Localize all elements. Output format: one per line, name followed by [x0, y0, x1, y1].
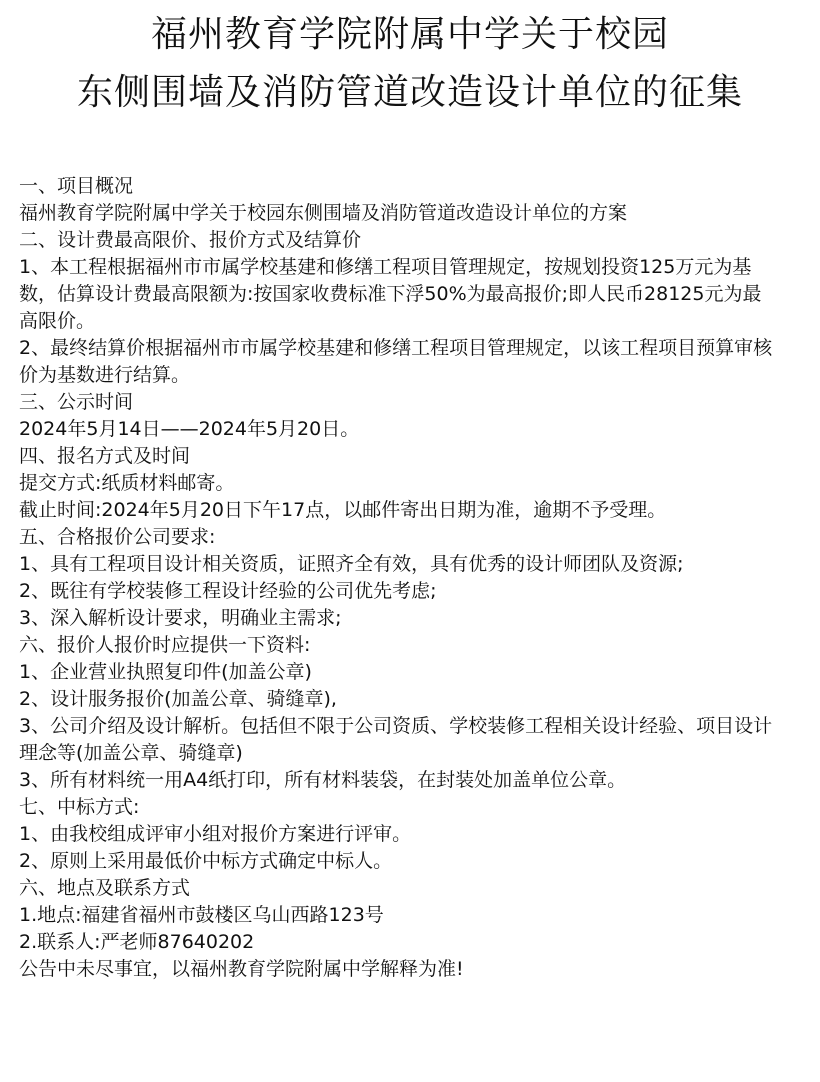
paragraph: 福州教育学院附属中学关于校园东侧围墙及消防管道改造设计单位的方案: [19, 202, 628, 224]
paragraph: 3、深入解析设计要求，明确业主需求;: [19, 607, 342, 629]
section-heading: 六、地点及联系方式: [19, 877, 191, 899]
section-heading: 七、中标方式:: [19, 796, 140, 818]
paragraph: 1、本工程根据福州市市属学校基建和修缮工程项目管理规定，按规划投资125万元为基数，估算设计费最高限额为:按国家收费标准下浮50%为最高报价;即人民币28125元为最高限价。: [19, 256, 762, 332]
document-body: [19, 173, 779, 983]
paragraph: 公告中未尽事宜，以福州教育学院附属中学解释为准!: [19, 958, 464, 980]
paragraph: 3、公司介绍及设计解析。包括但不限于公司资质、学校装修工程相关设计经验、项目设计理念等(加盖公章、骑缝章): [19, 715, 773, 764]
paragraph: 3、所有材料统一用A4纸打印，所有材料装袋，在封装处加盖单位公章。: [19, 769, 627, 791]
section-heading: 一、项目概况: [19, 175, 134, 197]
paragraph: 1.地点:福建省福州市鼓楼区乌山西路123号: [19, 904, 384, 926]
section-heading: 三、公示时间: [19, 391, 134, 413]
section-heading: 四、报名方式及时间: [19, 445, 191, 467]
paragraph: 2、设计服务报价(加盖公章、骑缝章),: [19, 688, 337, 710]
paragraph: 2、最终结算价根据福州市市属学校基建和修缮工程项目管理规定，以该工程项目预算审核价为基数进行结算。: [19, 337, 773, 386]
paragraph: 1、具有工程项目设计相关资质，证照齐全有效，具有优秀的设计师团队及资源;: [19, 553, 684, 575]
paragraph: 1、企业营业执照复印件(加盖公章): [19, 661, 312, 683]
paragraph: 提交方式:纸质材料邮寄。: [19, 472, 235, 494]
title-line-2: 东侧围墙及消防管道改造设计单位的征集: [76, 72, 743, 113]
paragraph: 2.联系人:严老师87640202: [19, 931, 255, 953]
paragraph: 1、由我校组成评审小组对报价方案进行评审。: [19, 823, 412, 845]
paragraph: 2024年5月14日——2024年5月20日。: [19, 418, 360, 440]
title-line-1: 福州教育学院附属中学关于校园: [150, 14, 669, 55]
section-heading: 六、报价人报价时应提供一下资料:: [19, 634, 311, 656]
section-heading: 五、合格报价公司要求:: [19, 526, 216, 548]
section-heading: 二、设计费最高限价、报价方式及结算价: [19, 229, 362, 251]
paragraph: 截止时间:2024年5月20日下午17点，以邮件寄出日期为准，逾期不予受理。: [19, 499, 667, 521]
document-title: [0, 6, 820, 122]
paragraph: 2、既往有学校装修工程设计经验的公司优先考虑;: [19, 580, 437, 602]
paragraph: 2、原则上采用最低价中标方式确定中标人。: [19, 850, 393, 872]
